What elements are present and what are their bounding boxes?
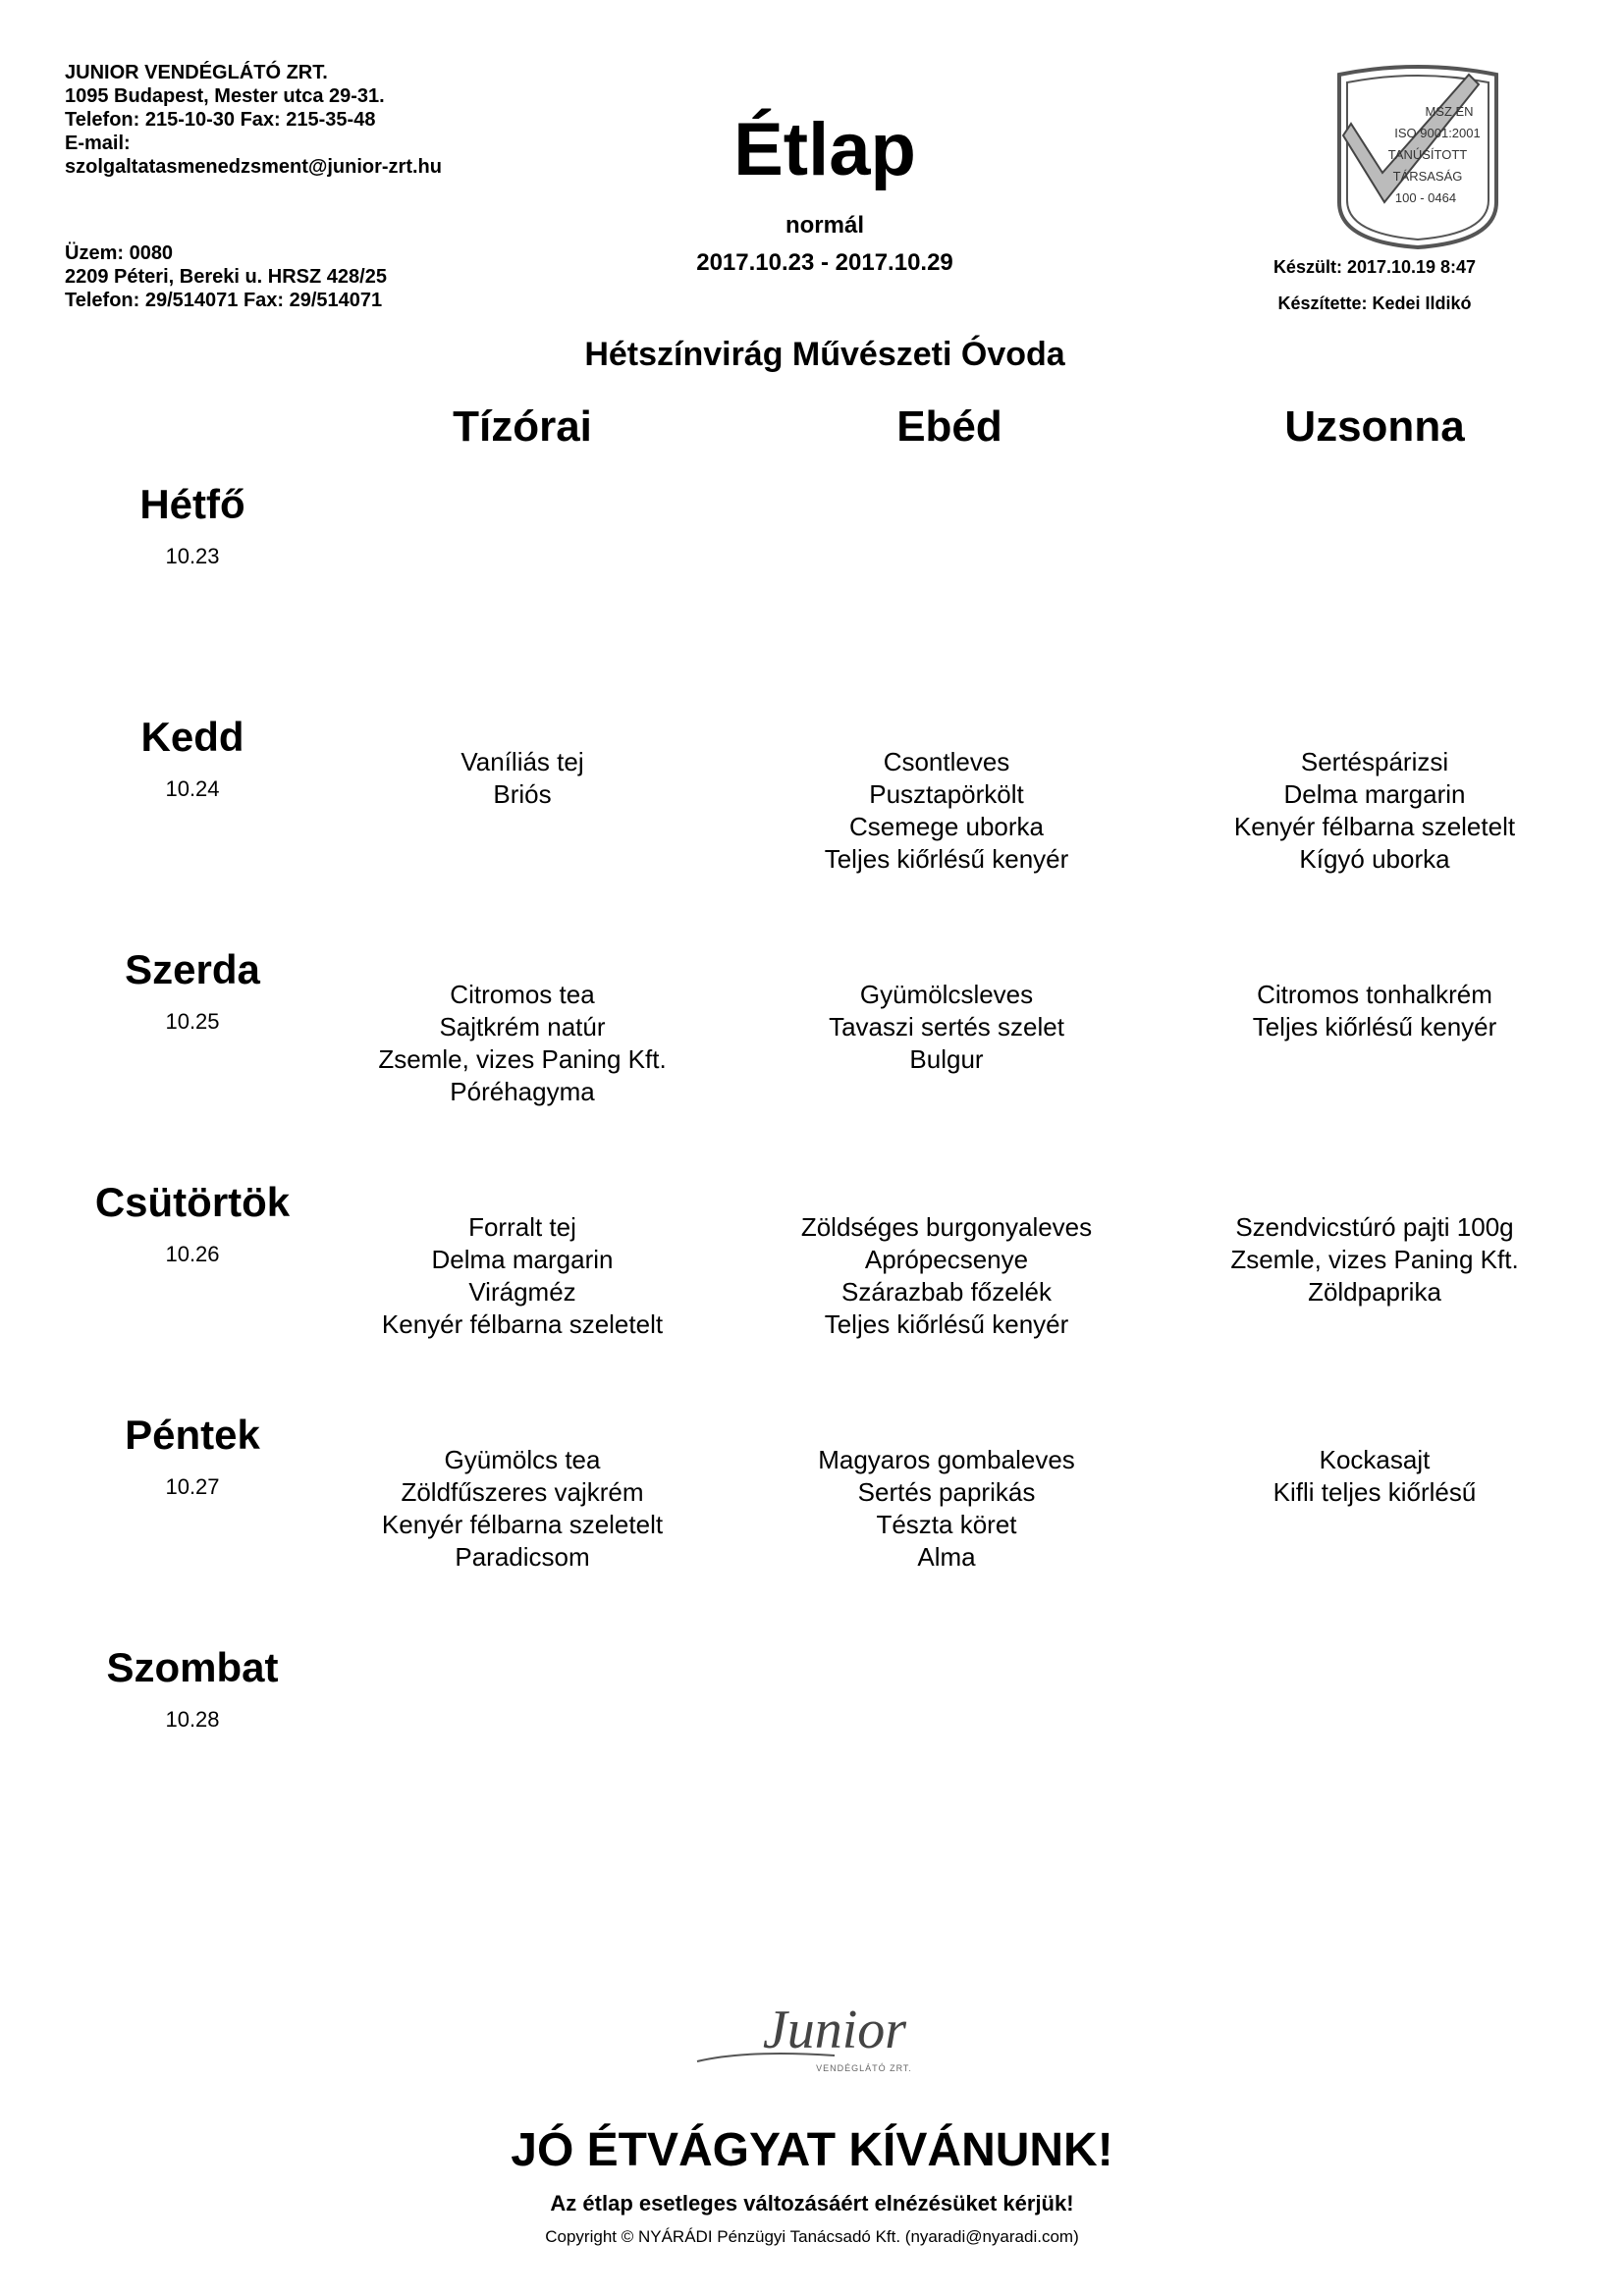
company-phone-fax: Telefon: 215-10-30 Fax: 215-35-48 [65,109,376,131]
menu-item: Póréhagyma [450,1077,595,1106]
company-name: JUNIOR VENDÉGLÁTÓ ZRT. [65,62,328,83]
menu-item: Virágméz [468,1277,576,1307]
created-by: Készítette: Kedei Ildikó [1277,294,1472,313]
company-email: szolgaltatasmenedzsment@junior-zrt.hu [65,156,442,178]
menu-item: Kockasajt [1319,1445,1431,1474]
day-name: Péntek [125,1412,260,1458]
menu-item: Teljes kiőrlésű kenyér [824,844,1069,874]
day-date: 10.27 [165,1474,220,1499]
menu-item: Briós [493,779,552,809]
menu-item: Zsemle, vizes Paning Kft. [1230,1245,1519,1274]
page-title: Étlap [733,108,916,191]
school-name: Hétszínvirág Művészeti Óvoda [584,336,1065,373]
menu-item: Aprópecsenye [864,1245,1029,1274]
menu-item: Paradicsom [455,1542,590,1572]
menu-cell-uzsonna [1159,979,1591,1043]
day-label [75,712,310,802]
menu-item: Szendvicstúró pajti 100g [1235,1212,1514,1242]
menu-item: Kenyér félbarna szeletelt [381,1309,664,1339]
slogan: JÓ ÉTVÁGYAT KÍVÁNUNK! [511,2124,1113,2176]
menu-period: 2017.10.23 - 2017.10.29 [696,249,953,276]
seal-line-3: TANÚSÍTOTT [1387,147,1468,162]
company-address: 1095 Budapest, Mester utca 29-31. [65,85,385,107]
menu-cell-tizorai [306,1211,738,1341]
day-date: 10.24 [165,776,220,801]
logo-subtitle: VENDÉGLÁTÓ ZRT. [816,2063,912,2073]
seal-line-1: MSZ EN [1425,104,1474,119]
menu-cell-ebed [731,1444,1163,1574]
day-label [75,944,310,1035]
day-label [75,1410,310,1500]
seal-line-4: TÁRSASÁG [1392,169,1463,184]
day-date: 10.23 [165,544,220,568]
iso-certification-seal [1322,55,1514,251]
plant-id: Üzem: 0080 [65,242,174,264]
seal-line-5: 100 - 0464 [1394,190,1457,205]
menu-item: Kígyó uborka [1299,844,1450,874]
menu-item: Zöldfűszeres vajkrém [401,1477,644,1507]
company-email-label: E-mail: [65,133,131,154]
menu-cell-ebed [731,979,1163,1076]
day-date: 10.28 [165,1707,220,1732]
day-name: Csütörtök [94,1179,291,1225]
logo-wordmark: Junior [762,2000,907,2060]
menu-item: Delma margarin [1283,779,1466,809]
change-notice: Az étlap esetleges változásáért elnézésüket kérjük! [550,2191,1074,2216]
copyright: Copyright © NYÁRÁDI Pénzügyi Tanácsadó Kft. (nyaradi@nyaradi.com) [545,2227,1079,2246]
menu-item: Szárazbab főzelék [841,1277,1052,1307]
company-info [65,61,442,179]
menu-cell-ebed [731,746,1163,876]
menu-cell-uzsonna [1159,1444,1591,1509]
menu-item: Citromos tea [450,980,595,1009]
menu-cell-uzsonna [1159,746,1591,876]
menu-item: Magyaros gombaleves [818,1445,1075,1474]
plant-phone-fax: Telefon: 29/514071 Fax: 29/514071 [65,290,383,311]
menu-item: Vaníliás tej [460,747,584,776]
day-date: 10.26 [165,1242,220,1266]
plant-info [65,241,387,312]
menu-item: Tavaszi sertés szelet [829,1012,1064,1041]
menu-item: Csemege uborka [849,812,1044,841]
column-header-ebed: Ebéd [896,402,1002,451]
day-date: 10.25 [165,1009,220,1034]
menu-item: Gyümölcsleves [859,980,1034,1009]
menu-item: Teljes kiőrlésű kenyér [824,1309,1069,1339]
menu-item: Kifli teljes kiőrlésű [1272,1477,1477,1507]
day-label [75,1642,310,1733]
seal-line-2: ISO 9001:2001 [1394,126,1481,140]
menu-item: Sertés paprikás [857,1477,1036,1507]
menu-item: Forralt tej [468,1212,576,1242]
menu-item: Sertéspárizsi [1300,747,1449,776]
menu-item: Zöldpaprika [1308,1277,1441,1307]
menu-item: Pusztapörkölt [869,779,1024,809]
menu-item: Kenyér félbarna szeletelt [381,1510,664,1539]
menu-item: Tészta köret [876,1510,1017,1539]
day-label [75,479,310,569]
menu-item: Gyümölcs tea [444,1445,601,1474]
menu-item: Teljes kiőrlésű kenyér [1252,1012,1497,1041]
menu-item: Sajtkrém natúr [439,1012,606,1041]
menu-item: Bulgur [909,1044,984,1074]
column-header-uzsonna: Uzsonna [1284,402,1465,451]
menu-item: Csontleves [883,747,1010,776]
day-name: Kedd [140,714,244,760]
menu-item: Alma [917,1542,976,1572]
day-name: Hétfő [139,481,245,527]
menu-variant: normál [785,212,864,239]
day-name: Szerda [125,946,260,992]
menu-item: Kenyér félbarna szeletelt [1233,812,1516,841]
menu-cell-tizorai [306,1444,738,1574]
menu-cell-tizorai [306,979,738,1108]
menu-item: Citromos tonhalkrém [1257,980,1492,1009]
day-label [75,1177,310,1267]
menu-item: Zsemle, vizes Paning Kft. [378,1044,667,1074]
plant-address: 2209 Péteri, Bereki u. HRSZ 428/25 [65,266,387,288]
created-timestamp: Készült: 2017.10.19 8:47 [1272,257,1477,277]
junior-logo [687,1991,943,2079]
column-header-tizorai: Tízórai [453,402,592,451]
menu-cell-ebed [731,1211,1163,1341]
menu-item: Zöldséges burgonyaleves [800,1212,1093,1242]
menu-cell-uzsonna [1159,1211,1591,1308]
menu-cell-tizorai [306,746,738,811]
day-name: Szombat [106,1644,279,1690]
menu-item: Delma margarin [431,1245,614,1274]
